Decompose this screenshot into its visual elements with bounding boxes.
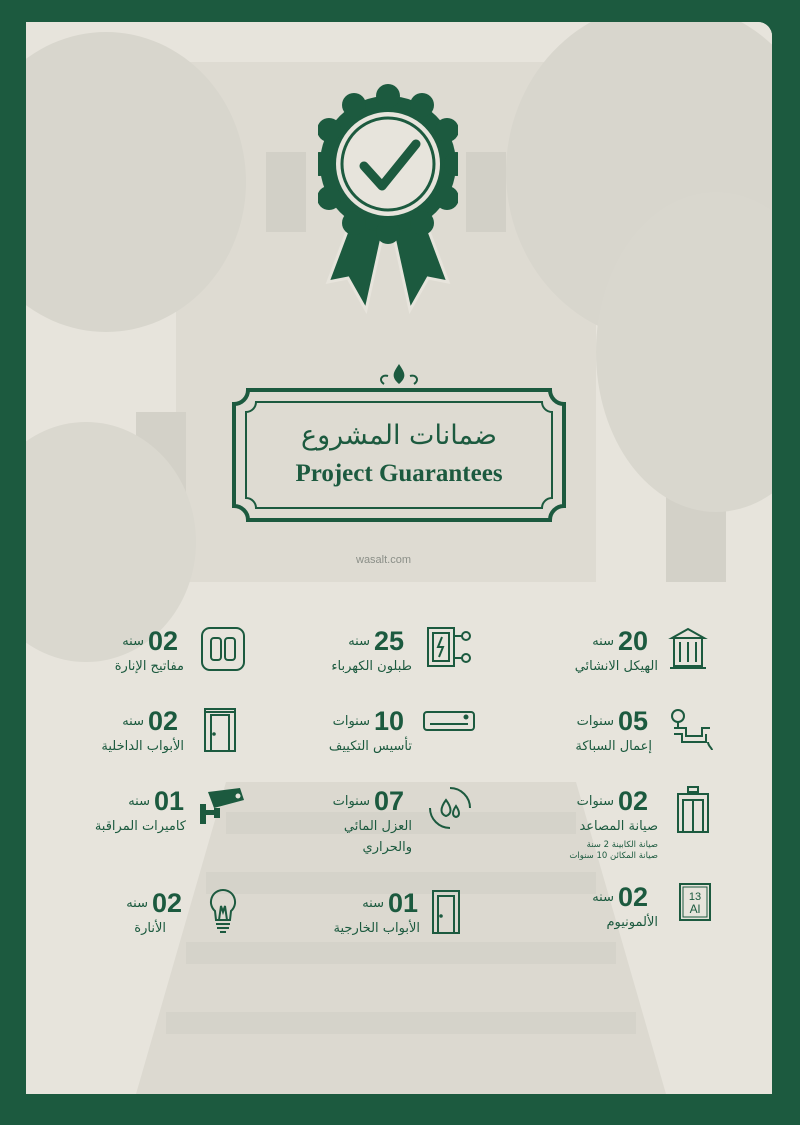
guarantee-value: 02 xyxy=(618,882,649,912)
guarantee-exterior-doors xyxy=(298,888,508,948)
light-switch-icon xyxy=(200,626,246,672)
guarantee-value: 20 xyxy=(618,626,649,656)
guarantee-insulation xyxy=(298,786,508,866)
watermark: wasalt.com xyxy=(356,554,412,566)
aluminum-element-icon xyxy=(678,882,712,922)
element-symbol: Al xyxy=(689,902,701,916)
guarantee-value: 02 xyxy=(152,888,183,918)
guarantee-label: الأبواب الداخلية xyxy=(101,739,184,754)
guarantee-unit: سنه xyxy=(128,794,150,809)
air-conditioner-icon xyxy=(422,706,476,736)
guarantee-electrical-panel xyxy=(298,626,508,686)
guarantee-unit: سنه xyxy=(362,896,384,911)
guarantee-unit: سنه xyxy=(592,890,614,905)
guarantee-value: 10 xyxy=(374,706,405,736)
electrical-panel-icon xyxy=(426,626,474,670)
guarantee-label: الأنارة xyxy=(134,921,166,936)
guarantee-unit: سنوات xyxy=(576,714,614,729)
guarantee-interior-doors xyxy=(74,706,284,766)
guarantee-unit: سنه xyxy=(122,714,144,729)
guarantee-structure xyxy=(546,626,756,686)
plumbing-pipe-icon xyxy=(668,706,718,752)
guarantee-value: 02 xyxy=(618,786,649,816)
guarantee-value: 01 xyxy=(154,786,185,816)
guarantee-label: العزل المائي xyxy=(343,819,412,834)
guarantee-value: 07 xyxy=(374,786,405,816)
check-badge-icon xyxy=(318,82,458,322)
guarantee-unit: سنه xyxy=(122,634,144,649)
guarantee-ac xyxy=(298,706,508,766)
guarantee-label-line2: والحراري xyxy=(362,840,412,855)
guarantee-label: كاميرات المراقبة xyxy=(94,819,186,834)
guarantee-cameras xyxy=(74,786,284,846)
poster-panel xyxy=(26,22,772,1094)
guarantee-label: تأسيس التكييف xyxy=(328,739,412,754)
guarantee-unit: سنوات xyxy=(576,794,614,809)
building-icon xyxy=(668,626,708,670)
guarantee-light-switches xyxy=(74,626,284,686)
guarantee-label: الأبواب الخارجية xyxy=(333,921,420,936)
exterior-door-icon xyxy=(430,888,462,936)
guarantee-value: 25 xyxy=(374,626,405,656)
title-english: Project Guarantees xyxy=(295,460,503,487)
security-camera-icon xyxy=(196,786,248,828)
guarantee-value: 05 xyxy=(618,706,649,736)
guarantee-unit: سنه xyxy=(592,634,614,649)
guarantee-note: صيانة المكائن 10 سنوات xyxy=(569,851,658,861)
light-bulb-icon xyxy=(208,888,238,936)
guarantee-lighting xyxy=(74,888,284,948)
guarantee-unit: سنوات xyxy=(332,794,370,809)
guarantee-label: الهيكل الانشائي xyxy=(574,659,658,674)
guarantee-value: 02 xyxy=(148,706,179,736)
element-number: 13 xyxy=(688,891,702,903)
guarantee-label: مفاتيح الإنارة xyxy=(114,659,184,674)
guarantee-label: إعمال السباكة xyxy=(575,739,652,754)
guarantee-unit: سنه xyxy=(126,896,148,911)
elevator-icon xyxy=(676,786,710,834)
guarantee-aluminum xyxy=(546,882,756,942)
guarantee-label: الألمونيوم xyxy=(606,915,658,930)
interior-door-icon xyxy=(202,706,238,754)
guarantee-unit: سنوات xyxy=(332,714,370,729)
guarantee-value: 02 xyxy=(148,626,179,656)
guarantee-unit: سنه xyxy=(348,634,370,649)
guarantee-label: طبلون الكهرباء xyxy=(331,659,412,674)
guarantee-value: 01 xyxy=(388,888,419,918)
title-arabic: ضمانات المشروع xyxy=(301,420,497,451)
guarantee-plumbing xyxy=(546,706,756,766)
guarantee-note: صيانة الكابينة 2 سنة xyxy=(586,840,658,850)
guarantee-elevators xyxy=(546,786,756,866)
water-insulation-icon xyxy=(428,786,472,830)
guarantee-label: صيانة المصاعد xyxy=(579,819,658,834)
